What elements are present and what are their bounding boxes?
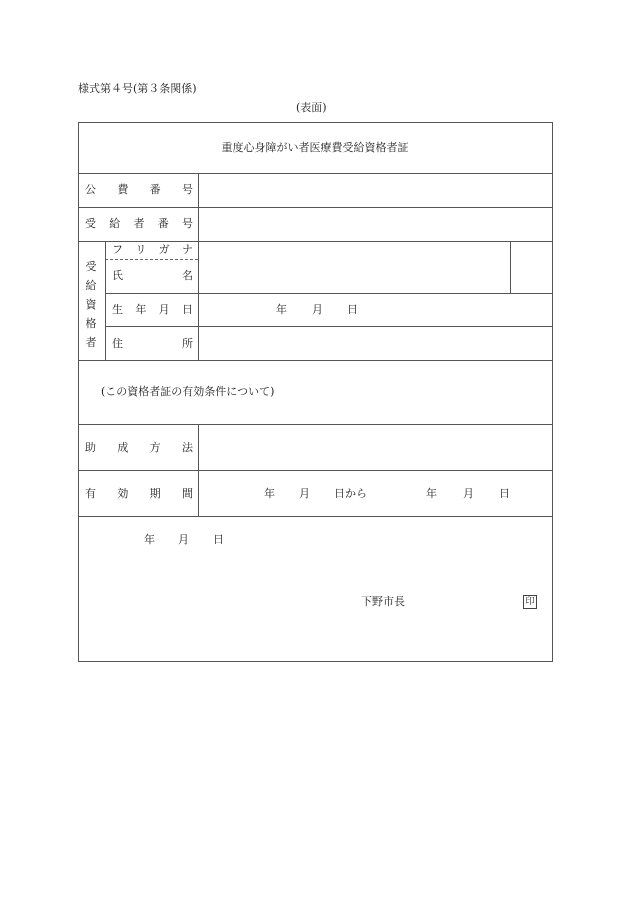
row-divider xyxy=(78,207,552,208)
label-char: 助 xyxy=(85,441,96,454)
label-char: 番 xyxy=(157,217,169,230)
label-char: ナ xyxy=(181,243,193,256)
label-char: 方 xyxy=(149,441,161,454)
issue-date-month: 月 xyxy=(178,533,189,546)
validity-to-year: 年 xyxy=(426,487,437,500)
label-char: 者 xyxy=(133,217,145,230)
form-border-left xyxy=(78,122,79,662)
label-char: 資 xyxy=(85,298,97,311)
form-number: 様式第４号(第３条関係) xyxy=(78,82,197,95)
label-column-divider xyxy=(198,424,199,516)
label-char: 給 xyxy=(85,279,97,292)
label-char: 法 xyxy=(181,441,193,454)
label-char: 格 xyxy=(85,317,97,330)
form-border-bottom xyxy=(78,661,552,662)
form-border-right xyxy=(552,122,553,662)
birth-date-label xyxy=(112,303,193,317)
furigana-label xyxy=(112,243,193,257)
label-char: ガ xyxy=(158,243,170,256)
label-char: 間 xyxy=(181,487,193,500)
row-divider xyxy=(78,173,552,174)
public-funding-number-label xyxy=(85,183,193,197)
birth-date-year: 年 xyxy=(276,303,287,316)
row-divider xyxy=(105,293,552,294)
label-char: 成 xyxy=(117,441,129,454)
issue-date-day: 日 xyxy=(213,533,224,546)
label-column-divider xyxy=(198,173,199,360)
qualified-person-group-label xyxy=(84,257,98,352)
group-label-divider xyxy=(105,241,106,360)
label-char: 所 xyxy=(182,337,193,350)
label-char: 給 xyxy=(109,217,121,230)
form-title: 重度心身障がい者医療費受給資格者証 xyxy=(221,141,409,154)
label-char: 公 xyxy=(85,183,96,196)
row-divider xyxy=(78,424,552,425)
issue-date-year: 年 xyxy=(144,533,155,546)
validity-from-day: 日から xyxy=(334,487,367,500)
label-char: 費 xyxy=(117,183,129,196)
validity-to-month: 月 xyxy=(463,487,474,500)
name-side-divider xyxy=(510,241,511,293)
label-char: 期 xyxy=(149,487,161,500)
label-char: 効 xyxy=(117,487,129,500)
birth-date-month: 月 xyxy=(312,303,323,316)
label-char: 号 xyxy=(181,183,193,196)
row-divider xyxy=(78,241,552,242)
label-char: 番 xyxy=(149,183,161,196)
birth-date-day: 日 xyxy=(347,303,358,316)
issuer: 下野市長 xyxy=(361,595,405,608)
validity-period-label xyxy=(85,487,193,501)
label-char: フ xyxy=(112,243,123,256)
label-char: 日 xyxy=(181,303,193,316)
row-divider xyxy=(105,326,552,327)
validity-from-year: 年 xyxy=(264,487,275,500)
label-char: 住 xyxy=(112,337,123,350)
label-char: 名 xyxy=(182,269,193,282)
name-label xyxy=(112,269,193,283)
label-char: 生 xyxy=(112,303,123,316)
validity-conditions-note: (この資格者証の有効条件について) xyxy=(101,385,275,398)
label-char: 受 xyxy=(85,217,96,230)
label-char: 月 xyxy=(158,303,170,316)
label-char: 氏 xyxy=(112,269,123,282)
label-char: 有 xyxy=(85,487,96,500)
side-label: (表面) xyxy=(296,101,327,114)
label-char: 受 xyxy=(85,260,97,273)
furigana-divider xyxy=(105,259,198,260)
label-char: 号 xyxy=(182,217,193,230)
label-char: 年 xyxy=(135,303,147,316)
validity-to-day: 日 xyxy=(499,487,510,500)
label-char: 者 xyxy=(85,336,97,349)
row-divider xyxy=(78,516,552,517)
recipient-number-label xyxy=(85,217,193,231)
assistance-method-label xyxy=(85,441,193,455)
address-label xyxy=(112,337,193,351)
form-border-top xyxy=(78,122,552,123)
row-divider xyxy=(78,470,552,471)
row-divider xyxy=(78,360,552,361)
seal-mark: 印 xyxy=(523,595,537,609)
label-char: リ xyxy=(135,243,147,256)
validity-from-month: 月 xyxy=(299,487,310,500)
